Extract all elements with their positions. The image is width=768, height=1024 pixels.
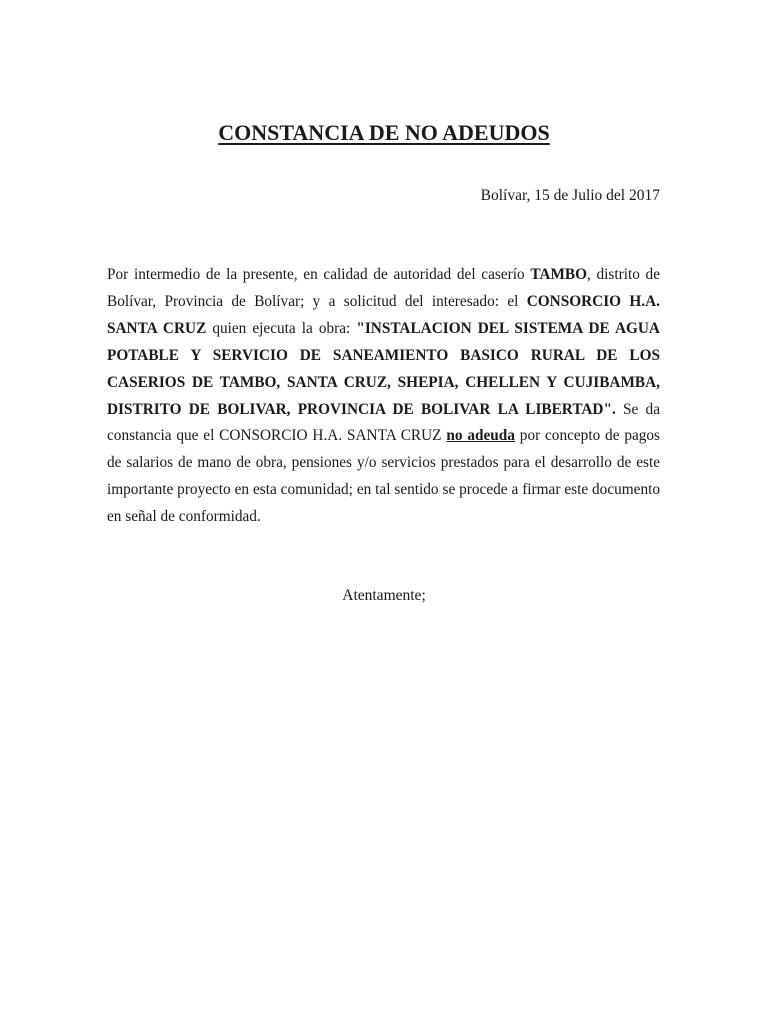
body-text-part4: Se da constancia que el CONSORCIO H.A. SANTA CRUZ [107,400,660,445]
consorcio-name: CONSORCIO H.A. SANTA CRUZ [107,292,661,337]
obra-name: "INSTALACION DEL SISTEMA DE AGUA POTABLE Y SERVICIO DE SANEAMIENTO BASICO RURAL DE LOS CASERIOS DE TAMBO, SANTA CRUZ, SHEPIA, CHELLEN Y CUJIBAMBA, DISTRITO DE BOLIVAR, PROVINCIA DE BOLIVAR LA LIBERTAD". [107,319,660,418]
closing-salutation: Atentamente; [342,587,426,604]
date-line: Bolívar, 15 de Julio del 2017 [480,187,660,204]
body-text-part2: , distrito de Bolívar, Provincia de Bolívar; y a solicitud del interesado: el [107,266,660,310]
body-text-part3: quien ejecuta la obra: [206,319,357,337]
body-text-part5: por concepto de pagos de salarios de mano de obra, pensiones y/o servicios prestados para el desarrollo de este importante proyecto en esta comunidad; en tal sentido se procede a firmar este documento en señal de conformidad. [107,427,661,526]
document-title: CONSTANCIA DE NO ADEUDOS [218,120,550,145]
no-adeuda-emphasis: no adeuda [446,427,515,445]
body-paragraph [107,262,660,531]
body-text-part1: Por intermedio de la presente, en calidad de autoridad del caserío [107,266,531,283]
caserio-name: TAMBO [530,266,587,283]
